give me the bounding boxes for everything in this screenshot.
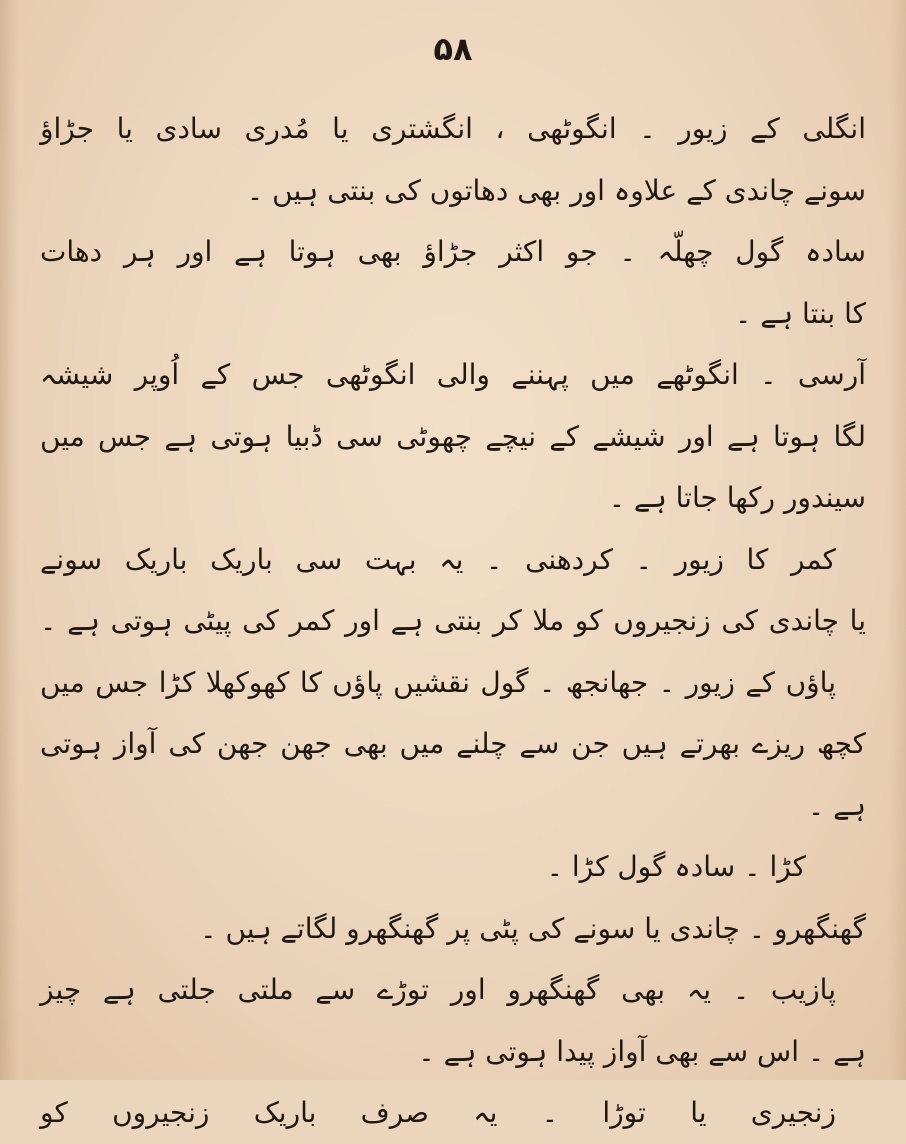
text-line: کمر کا زیور ۔ کردھنی ۔ یہ بہت سی باریک باریک سونے (40, 542, 836, 576)
page-number: ۵۸ (433, 30, 473, 68)
text-line: کڑا ۔ سادہ گول کڑا ۔ (546, 850, 806, 883)
text-line: انگلی کے زیور ۔ انگوٹھی ، انگشتری یا مُدری سادی یا جڑاؤ (40, 112, 866, 145)
text-line: پاؤں کے زیور ۔ جھانجھ ۔ گول نقشیں پاؤں کا کھوکھلا کڑا جس میں (40, 665, 836, 699)
text-line: کا بنتا ہے ۔ (734, 296, 866, 330)
text-line: آرسی ۔ انگوٹھے میں پہننے والی انگوٹھی جس کے اُوپر شیشہ (40, 358, 866, 391)
text-line: زنجیری یا توڑا ۔ یہ صرف باریک زنجیروں کو (40, 1096, 836, 1129)
text-line: ہے ۔ اس سے بھی آواز پیدا ہوتی ہے ۔ (418, 1034, 866, 1068)
text-line: لگا ہوتا ہے اور شیشے کے نیچے چھوٹی سی ڈبیا ہوتی ہے جس میں (40, 419, 866, 453)
page-edge-shadow-left (0, 0, 18, 1080)
text-line: سادہ گول چھلّہ ۔ جو اکثر جڑاؤ بھی ہوتا ہے اور ہر دھات (40, 235, 866, 268)
text-line: سونے چاندی کے علاوہ اور بھی دھاتوں کی بنتی ہیں ۔ (246, 173, 866, 207)
page-body-text (40, 98, 866, 1144)
text-line: ہے ۔ (807, 788, 866, 822)
text-line: پازیب ۔ یہ بھی گھنگھرو اور توڑے سے ملتی جلتی ہے چیز (40, 973, 836, 1006)
page-edge-shadow-right (888, 0, 906, 1080)
text-line: یا چاندی کی زنجیروں کو ملا کر بنتی ہے اور کمر کی پیٹی ہوتی ہے ۔ (40, 604, 866, 637)
text-line: کچھ ریزے بھرتے ہیں جن سے چلنے میں بھی جھن جھن کی آواز ہوتی (40, 727, 866, 760)
text-line: سیندور رکھا جاتا ہے ۔ (608, 481, 866, 514)
text-line: گھنگھرو ۔ چاندی یا سونے کی پٹی پر گھنگھرو لگاتے ہیں ۔ (200, 911, 866, 945)
